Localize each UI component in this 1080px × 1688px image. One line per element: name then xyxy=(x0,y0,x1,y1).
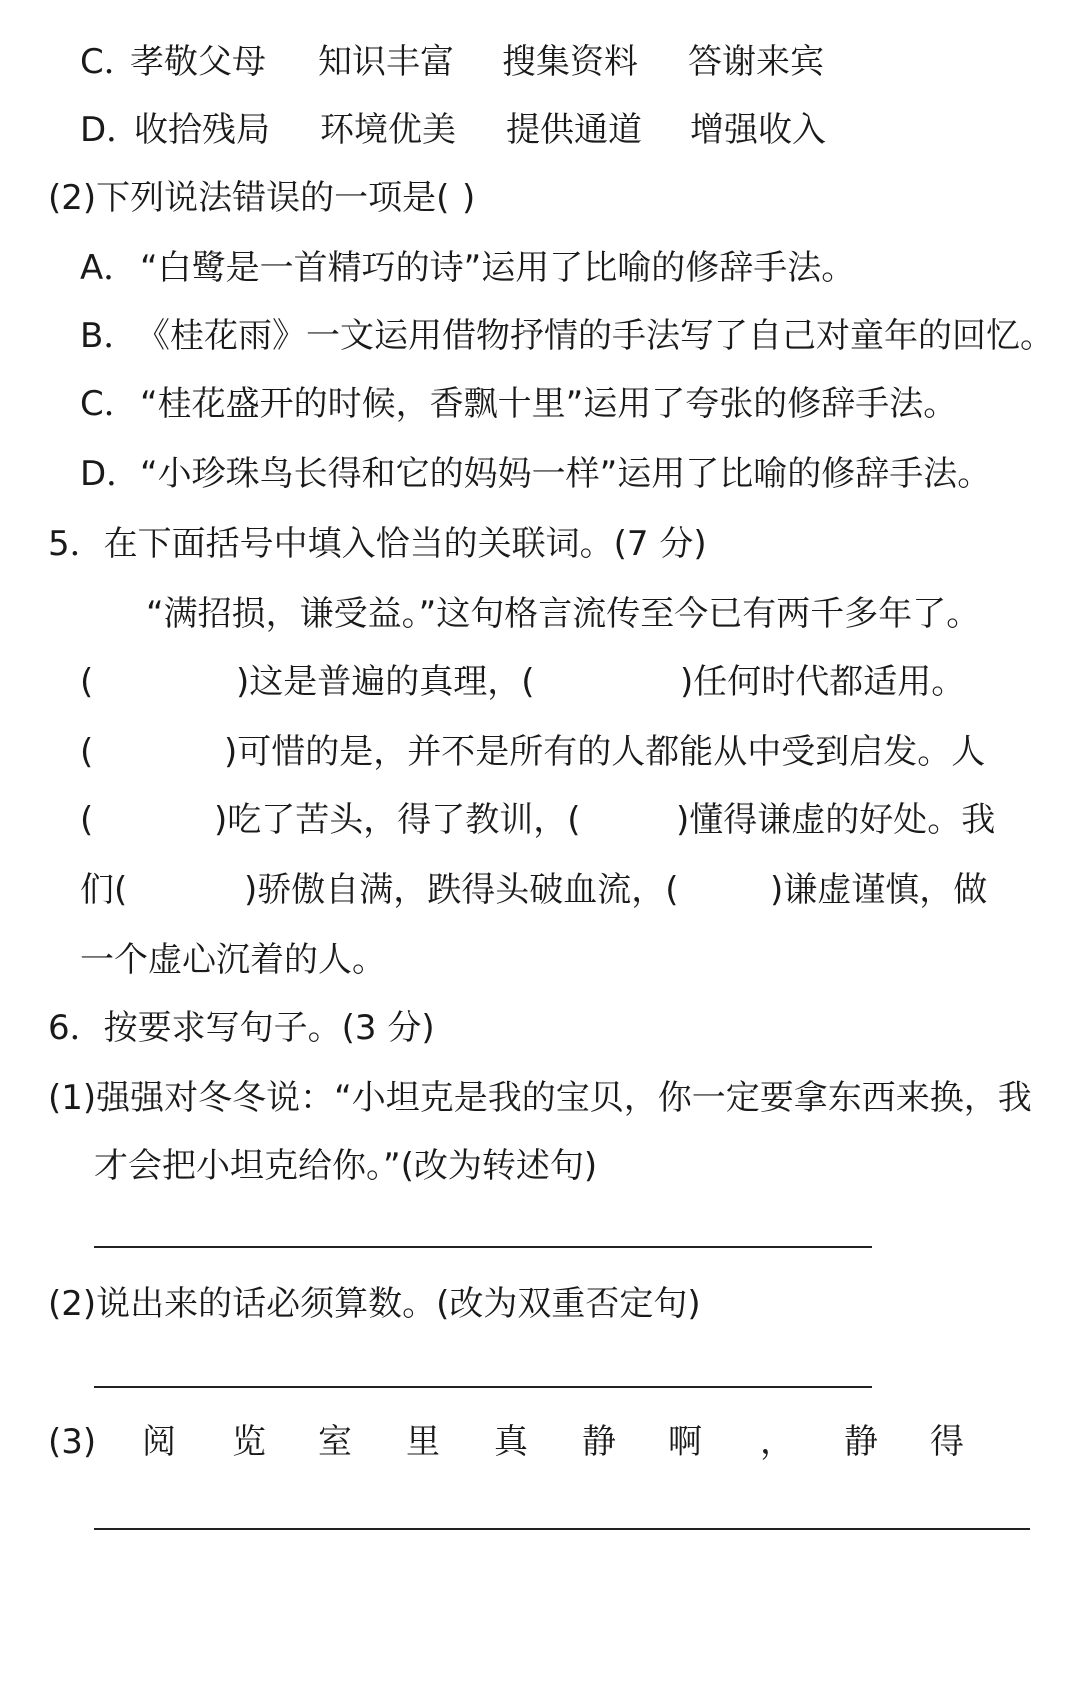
passage-line-5 xyxy=(0,860,1080,920)
choice-item: 提供通道 xyxy=(506,110,642,150)
choice-item: 孝敬父母 xyxy=(130,42,266,82)
passage-line-1 xyxy=(0,584,1080,644)
passage-text: )可惜的是，并不是所有的人都能从中受到启发。人 xyxy=(224,732,986,772)
passage-line-2 xyxy=(0,652,1080,712)
passage-text: )吃了苦头，得了教训，( xyxy=(214,800,581,840)
prompt-text: (2)下列说法错误的一项是( xyxy=(48,178,450,218)
option-text: “桂花盛开的时候，香飘十里”运用了夸张的修辞手法。 xyxy=(140,384,958,424)
prompt-char: 静 xyxy=(844,1422,878,1462)
prompt-char: (3) xyxy=(48,1422,97,1462)
question-6-title xyxy=(0,998,1080,1058)
q6-part1-line1 xyxy=(0,1068,1080,1128)
q6-part1-line2 xyxy=(0,1136,1080,1196)
question-5-title xyxy=(0,514,1080,574)
statement-option-b xyxy=(0,306,1080,366)
option-label: B． xyxy=(80,316,138,356)
blank-open: ( xyxy=(80,662,94,702)
blank-open: ( xyxy=(80,732,94,772)
blank-open: 们( xyxy=(80,870,128,910)
statement-option-a xyxy=(0,238,1080,298)
prompt-char: 阅 xyxy=(142,1422,176,1462)
prompt-char: 得 xyxy=(930,1422,964,1462)
passage-line-4 xyxy=(0,790,1080,850)
q6-part2 xyxy=(0,1274,1080,1334)
prompt-text: (1)强强对冬冬说：“小坦克是我的宝贝，你一定要拿东西来换，我 xyxy=(48,1078,1032,1118)
question-title: 6．按要求写句子。(3 分) xyxy=(48,1008,435,1048)
option-text: 《桂花雨》一文运用借物抒情的手法写了自己对童年的回忆。 xyxy=(136,316,1054,356)
choice-item: 答谢来宾 xyxy=(688,42,824,82)
option-label: C． xyxy=(80,42,138,82)
choice-item: 收拾残局 xyxy=(134,110,270,150)
question-prompt xyxy=(0,168,1080,228)
passage-line-3 xyxy=(0,722,1080,782)
option-label: D． xyxy=(80,110,141,150)
answer-line[interactable] xyxy=(94,1528,1030,1530)
passage-text: “满招损，谦受益。”这句格言流传至今已有两千多年了。 xyxy=(146,594,981,634)
prompt-text: (2)说出来的话必须算数。(改为双重否定句) xyxy=(48,1284,701,1324)
passage-text: 一个虚心沉着的人。 xyxy=(80,940,386,980)
passage-line-6 xyxy=(0,930,1080,990)
passage-text: )这是普遍的真理，( xyxy=(236,662,535,702)
choice-item: 环境优美 xyxy=(320,110,456,150)
choice-item: 增强收入 xyxy=(690,110,826,150)
prompt-text: 才会把小坦克给你。”(改为转述句) xyxy=(94,1146,598,1186)
statement-option-c xyxy=(0,374,1080,434)
statement-option-d xyxy=(0,444,1080,504)
prompt-char: 览 xyxy=(232,1422,266,1462)
prompt-char: 真 xyxy=(494,1422,528,1462)
option-label: D． xyxy=(80,454,141,494)
question-title: 5．在下面括号中填入恰当的关联词。(7 分) xyxy=(48,524,707,564)
option-text: “白鹭是一首精巧的诗”运用了比喻的修辞手法。 xyxy=(140,248,856,288)
passage-text: )懂得谦虚的好处。我 xyxy=(676,800,996,840)
option-label: C． xyxy=(80,384,138,424)
prompt-char: ， xyxy=(760,1422,794,1462)
passage-text: )任何时代都适用。 xyxy=(680,662,966,702)
option-label: A． xyxy=(80,248,138,288)
prompt-char: 静 xyxy=(582,1422,616,1462)
passage-text: )谦虚谨慎，做 xyxy=(770,870,988,910)
answer-paren-close: ) xyxy=(462,178,476,218)
answer-line[interactable] xyxy=(94,1386,872,1388)
choice-item: 知识丰富 xyxy=(318,42,454,82)
option-text: “小珍珠鸟长得和它的妈妈一样”运用了比喻的修辞手法。 xyxy=(140,454,992,494)
passage-text: )骄傲自满，跌得头破血流，( xyxy=(244,870,679,910)
option-row-d xyxy=(0,100,1080,160)
choice-item: 搜集资料 xyxy=(502,42,638,82)
blank-open: ( xyxy=(80,800,94,840)
option-row-c xyxy=(0,32,1080,92)
q6-part3 xyxy=(0,1412,1080,1472)
answer-line[interactable] xyxy=(94,1246,872,1248)
prompt-char: 里 xyxy=(406,1422,440,1462)
prompt-char: 啊 xyxy=(668,1422,702,1462)
prompt-char: 室 xyxy=(318,1422,352,1462)
